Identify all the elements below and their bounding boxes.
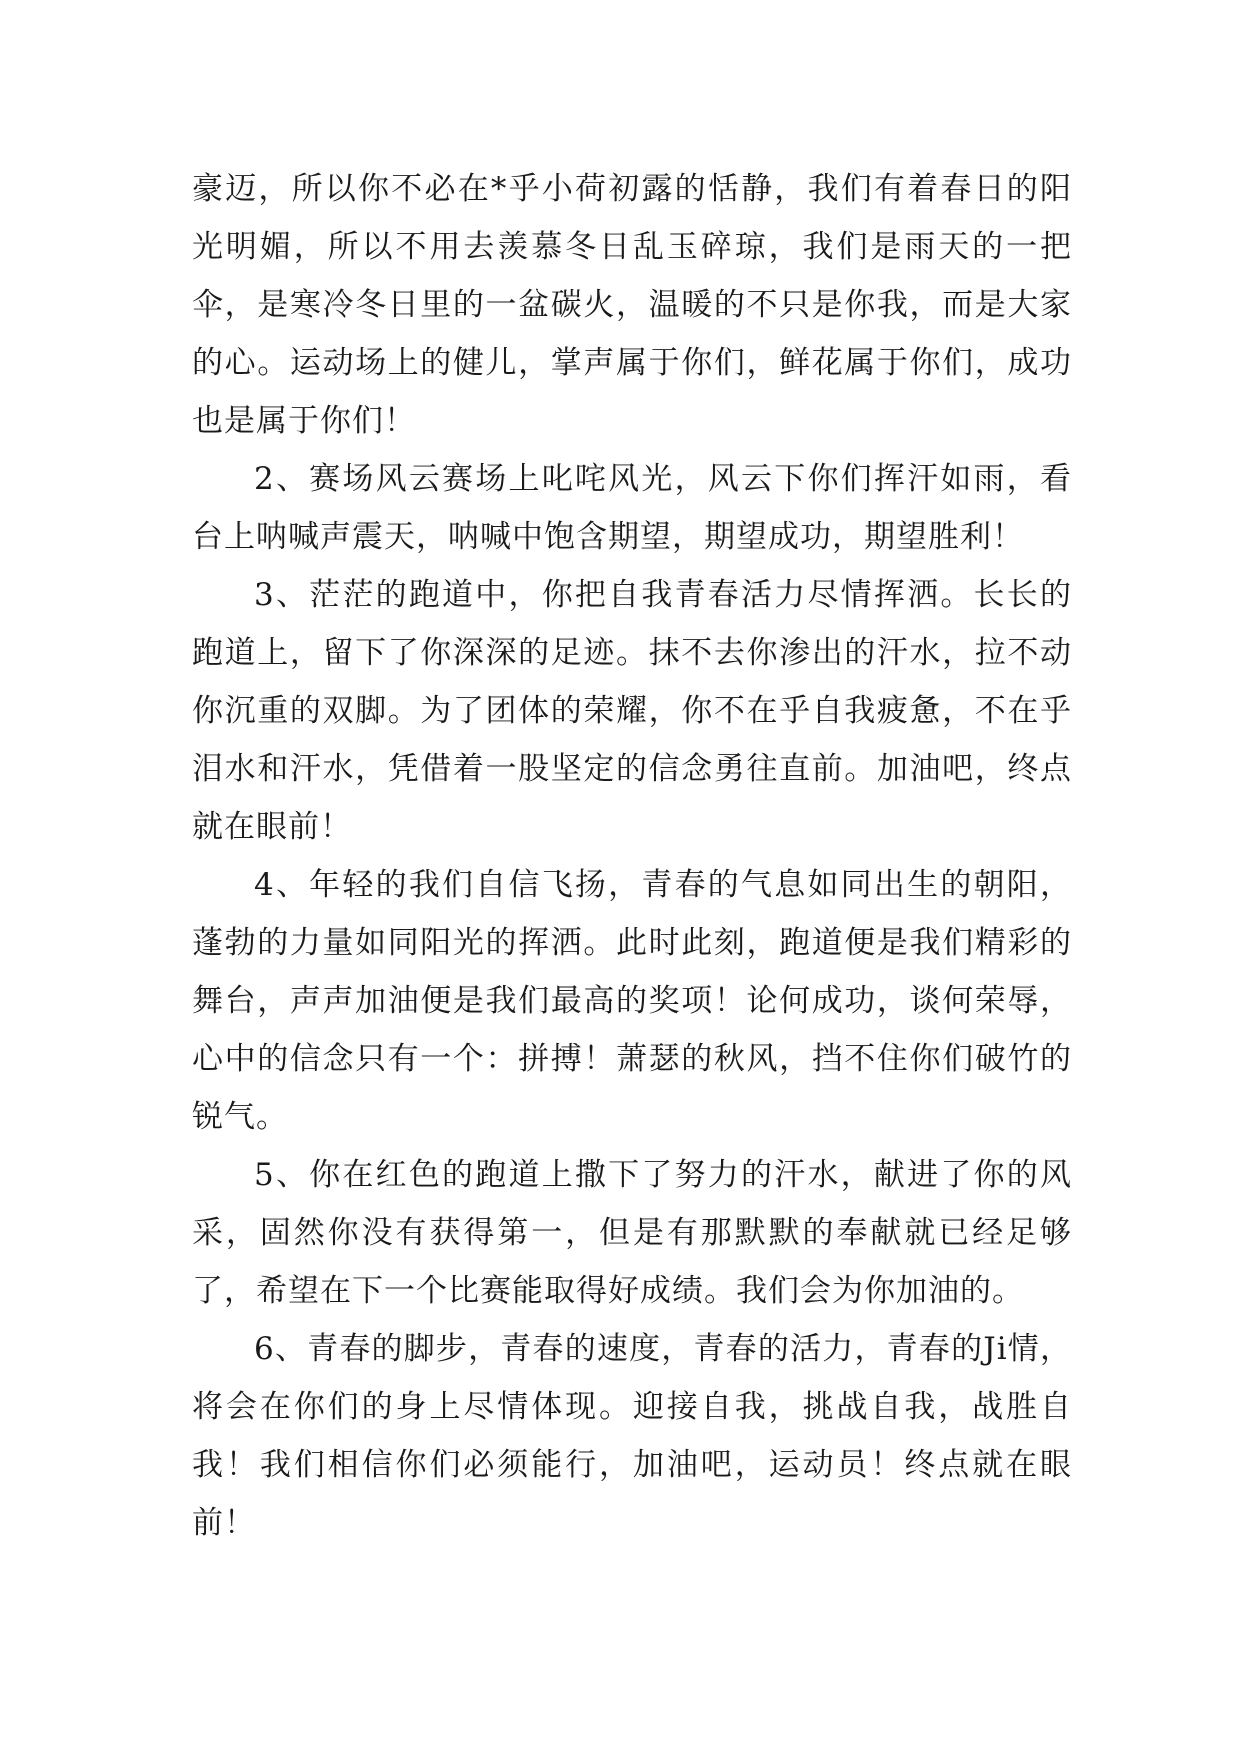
paragraph-item-3: 3、茫茫的跑道中，你把自我青春活力尽情挥洒。长长的跑道上，留下了你深深的足迹。抹不去你渗出的汗水，拉不动你沉重的双脚。为了团体的荣耀，你不在乎自我疲惫，不在乎泪水和汗水，凭借着一股坚定的信念勇往直前。加油吧，终点就在眼前！ — [192, 577, 1072, 845]
paragraph-item-6: 6、青春的脚步，青春的速度，青春的活力，青春的Ji情，将会在你们的身上尽情体现。迎接自我，挑战自我，战胜自我！我们相信你们必须能行，加油吧，运动员！终点就在眼前！ — [192, 1331, 1072, 1541]
paragraph-item-4: 4、年轻的我们自信飞扬，青春的气息如同出生的朝阳，蓬勃的力量如同阳光的挥洒。此时此刻，跑道便是我们精彩的舞台，声声加油便是我们最高的奖项！论何成功，谈何荣辱，心中的信念只有一个：拼搏！萧瑟的秋风，挡不住你们破竹的锐气。 — [192, 867, 1072, 1135]
paragraph-item-2: 2、赛场风云赛场上叱咤风光，风云下你们挥汗如雨，看台上呐喊声震天，呐喊中饱含期望，期望成功，期望胜利！ — [192, 461, 1072, 555]
document-body — [192, 160, 1072, 1552]
paragraph-item-5: 5、你在红色的跑道上撒下了努力的汗水，献进了你的风采，固然你没有获得第一，但是有那默默的奉献就已经足够了，希望在下一个比赛能取得好成绩。我们会为你加油的。 — [192, 1157, 1072, 1309]
paragraph-continuation: 豪迈，所以你不必在*乎小荷初露的恬静，我们有着春日的阳光明媚，所以不用去羡慕冬日乱玉碎琼，我们是雨天的一把伞，是寒冷冬日里的一盆碳火，温暖的不只是你我，而是大家的心。运动场上的健儿，掌声属于你们，鲜花属于你们，成功也是属于你们！ — [192, 171, 1072, 439]
